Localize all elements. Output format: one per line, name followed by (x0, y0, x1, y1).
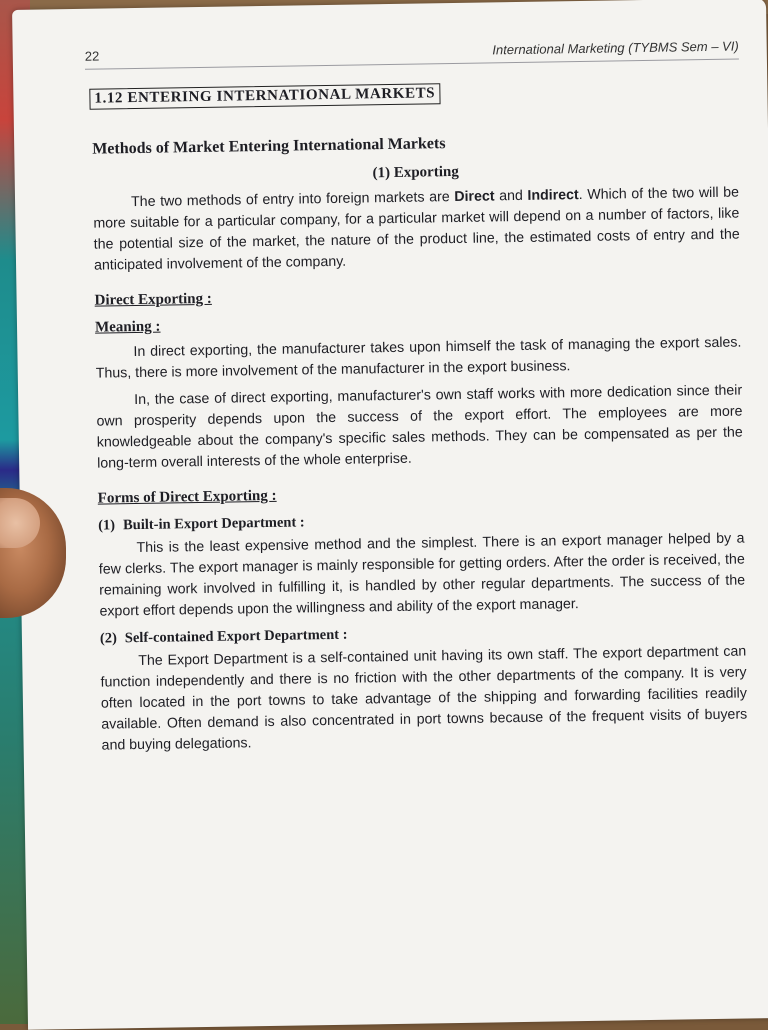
form2-title: Self-contained Export Department : (124, 626, 348, 647)
form1-paragraph: This is the least expensive method and the simplest. There is an export manager helped by a few clerks. The export manager is mainly responsible for getting orders. After the order is received, the remaining work involved in fulfilling it, is handled by other regular departments. The success of the export effort depends upon the willingness and ability of the export manager. (98, 530, 746, 620)
intro-text-start: The two methods of entry into foreign markets are (130, 188, 455, 211)
intro-text-and: and (494, 187, 528, 205)
page-content (92, 129, 748, 763)
intro-indirect-term: Indirect (527, 187, 579, 204)
form2-number: (2) (99, 630, 117, 647)
meaning-heading: Meaning : (94, 318, 161, 336)
page-number: 22 (84, 48, 100, 64)
book-page (12, 0, 768, 1030)
form1-title: Built-in Export Department : (122, 514, 305, 534)
methods-heading: Methods of Market Entering International Markets (92, 135, 446, 158)
running-title: International Marketing (TYBMS Sem – VI) (492, 38, 739, 58)
meaning-paragraph-1: In direct exporting, the manufacturer takes upon himself the task of managing the export sales. Thus, there is more involvement of the manufacturer in the export business. (95, 334, 742, 382)
forms-heading: Forms of Direct Exporting : (97, 487, 277, 507)
intro-text-end: . Which of the two will be more suitable for a particular company, for a particular market will depend on a number of factors, like the potential size of the market, the nature of the product line, the estimated costs of entry and the anticipated involvement of the company. (93, 184, 740, 274)
direct-exporting-heading: Direct Exporting : (94, 290, 212, 309)
intro-paragraph (93, 183, 740, 277)
exporting-heading: (1) Exporting (372, 163, 459, 182)
page-header (85, 39, 739, 70)
form2-paragraph: The Export Department is a self-contained unit having its own staff. The export department can function independently and there is no friction with the other departments of the company. It is very often located in the port towns to take advantage of the shipping and forwarding facilities readily available. Often demand is also concentrated in port towns because of the frequent visits of buyers and buying delegations. (100, 643, 748, 754)
section-title: 1.12 ENTERING INTERNATIONAL MARKETS (89, 83, 440, 110)
meaning-paragraph-2: In, the case of direct exporting, manufacturer's own staff works with more dedication since their own prosperity depends upon the success of the export effort. The employees are more knowledgeable about the company's specific sales methods. They can be compensated as per the long-term overall interests of the whole enterprise. (96, 382, 743, 472)
form1-number: (1) (98, 517, 116, 534)
intro-direct-term: Direct (454, 188, 495, 205)
